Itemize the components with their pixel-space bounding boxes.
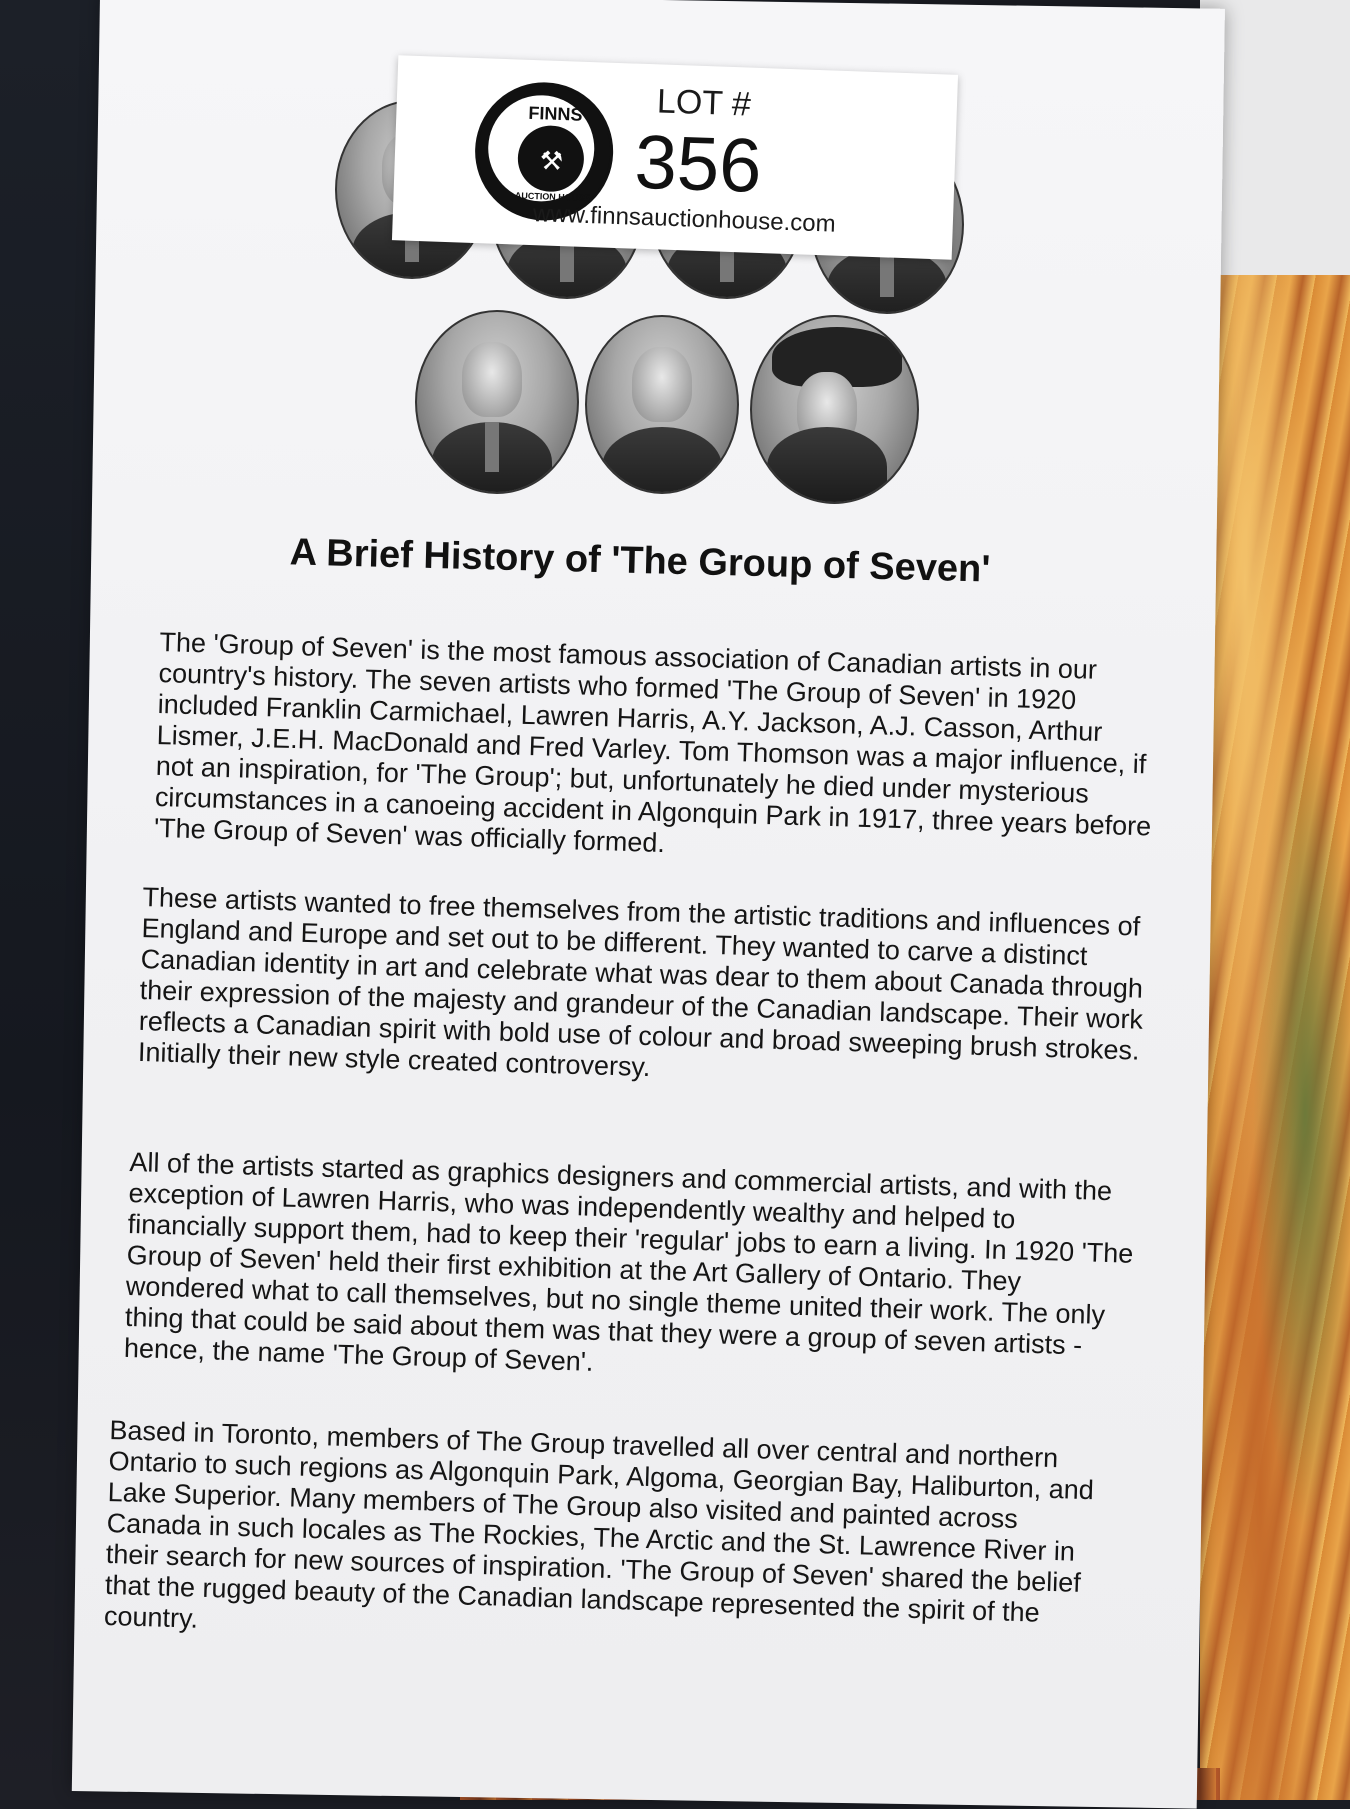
artist-portrait <box>585 315 739 494</box>
document-title: A Brief History of 'The Group of Seven' <box>289 531 991 591</box>
paragraph: Based in Toronto, members of The Group travelled all over central and northern Ontario to such regions as Algonquin Park, Algoma, Georgian Bay, Haliburton, and Lake Superior. Many members of The Group also visited and painted across Canada in such locales as The Rockies, The Arctic and the St. Lawrence River in their search for new sources of inspiration. 'The Group of Seven' shared the belief that the rugged beauty of the Canadian landscape represented the spirit of the country. <box>103 1415 1095 1634</box>
lot-heading: LOT # <box>656 82 752 124</box>
lot-number: 356 <box>633 119 764 210</box>
lot-sticker <box>392 55 958 259</box>
paragraph: All of the artists started as graphics designers and commercial artists, and with the exception of Lawren Harris, who was independently wealthy and helped to financially support them, had to keep their 'regular' jobs to earn a living. In 1920 'The Group of Seven' held their first exhibition at the Art Gallery of Ontario. They wondered what to call themselves, but no single theme united their work. The only thing that could be said about them was that they were a group of seven artists - hence, the name 'The Group of Seven'. <box>123 1147 1134 1377</box>
artist-portrait <box>415 310 579 494</box>
logo-text: FINNS <box>528 102 583 125</box>
logo-subtext: AUCTION HOUSE <box>514 190 591 204</box>
artist-portrait <box>750 315 919 504</box>
gavel-icon: ⚒ <box>539 145 564 177</box>
painting-edge <box>1200 275 1350 1800</box>
paragraph: These artists wanted to free themselves from the artistic traditions and influences of England and Europe and set out to be different. They wanted to carve a distinct Canadian identity in art and celebrate what was dear to them about Canada through their expression of the majesty and grandeur of the Canadian landscape. Their work reflects a Canadian spirit with bold use of colour and broad sweeping brush strokes. Initially their new style created controversy. <box>137 882 1144 1083</box>
auction-url: www.finnsauctionhouse.com <box>532 200 837 238</box>
paragraph: The 'Group of Seven' is the most famous association of Canadian artists in our country's history. The seven artists who formed 'The Group of Seven' in 1920 included Franklin Carmichael, Lawren Harris, A.Y. Jackson, A.J. Casson, Arthur Lismer, J.E.H. MacDonald and Fred Varley. Tom Thomson was a major influence, if not an inspiration, for 'The Group'; but, unfortunately he died under mysterious circumstances in a canoeing accident in Algonquin Park in 1917, three years before 'The Group of Seven' was officially formed. <box>153 627 1152 859</box>
